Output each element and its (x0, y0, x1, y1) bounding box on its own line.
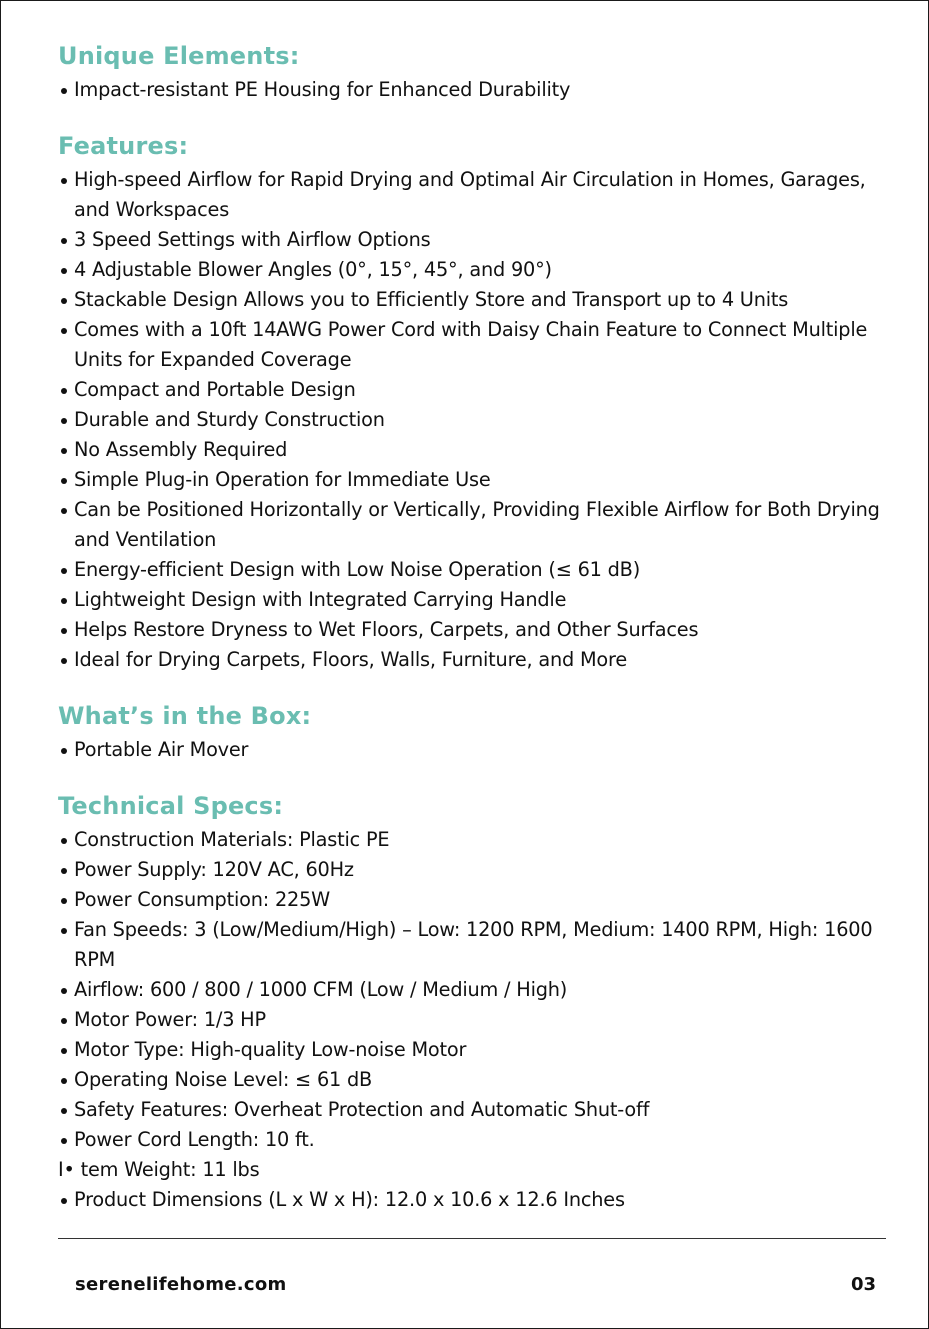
list-item: Power Cord Length: 10 ft. (58, 1125, 888, 1155)
list-item: Comes with a 10ft 14AWG Power Cord with Daisy Chain Feature to Connect Multiple Units for Expanded Coverage (58, 315, 888, 375)
page-content (58, 39, 888, 1239)
section-heading: Features: (58, 132, 189, 160)
list-item: Motor Type: High-quality Low-noise Motor (58, 1035, 888, 1065)
list-item: Compact and Portable Design (58, 375, 888, 405)
list-item: High-speed Airflow for Rapid Drying and Optimal Air Circulation in Homes, Garages, and Workspaces (58, 165, 888, 225)
list-item: Product Dimensions (L x W x H): 12.0 x 10.6 x 12.6 Inches (58, 1185, 888, 1215)
list-item: 4 Adjustable Blower Angles (0°, 15°, 45°, and 90°) (58, 255, 888, 285)
features-section (58, 129, 888, 675)
list-item: Safety Features: Overheat Protection and Automatic Shut-off (58, 1095, 888, 1125)
list-item: I• tem Weight: 11 lbs (58, 1158, 260, 1181)
list-item: Portable Air Mover (58, 735, 888, 765)
list-item: Ideal for Drying Carpets, Floors, Walls, Furniture, and More (58, 645, 888, 675)
list-item: Operating Noise Level: ≤ 61 dB (58, 1065, 888, 1095)
list-item: Power Supply: 120V AC, 60Hz (58, 855, 888, 885)
unique-elements-section (58, 39, 888, 105)
page-number: 03 (850, 1274, 876, 1295)
list-item: Motor Power: 1/3 HP (58, 1005, 888, 1035)
list-item: No Assembly Required (58, 435, 888, 465)
list-item: Impact-resistant PE Housing for Enhanced Durability (58, 75, 888, 105)
website-link[interactable]: serenelifehome.com (75, 1274, 287, 1295)
list-item: Simple Plug-in Operation for Immediate Use (58, 465, 888, 495)
list-item: Fan Speeds: 3 (Low/Medium/High) – Low: 1200 RPM, Medium: 1400 RPM, High: 1600 RPM (58, 915, 888, 975)
list-item: Power Consumption: 225W (58, 885, 888, 915)
list-item: Stackable Design Allows you to Efficiently Store and Transport up to 4 Units (58, 285, 888, 315)
list-item: Energy-efficient Design with Low Noise Operation (≤ 61 dB) (58, 555, 888, 585)
section-heading: Technical Specs: (58, 792, 284, 820)
technical-specs-section (58, 789, 888, 1215)
list-item: Helps Restore Dryness to Wet Floors, Carpets, and Other Surfaces (58, 615, 888, 645)
list-item: Can be Positioned Horizontally or Vertically, Providing Flexible Airflow for Both Drying and Ventilation (58, 495, 888, 555)
features-list (58, 165, 888, 675)
unique-elements-list (58, 75, 888, 105)
list-item: Construction Materials: Plastic PE (58, 825, 888, 855)
footer-divider (58, 1238, 886, 1239)
specs-list (58, 825, 888, 1215)
whats-in-the-box-section (58, 699, 888, 765)
section-heading: Unique Elements: (58, 42, 300, 70)
section-heading: What’s in the Box: (58, 702, 312, 730)
list-item: Durable and Sturdy Construction (58, 405, 888, 435)
list-item: Airflow: 600 / 800 / 1000 CFM (Low / Medium / High) (58, 975, 888, 1005)
list-item: 3 Speed Settings with Airflow Options (58, 225, 888, 255)
list-item: Lightweight Design with Integrated Carrying Handle (58, 585, 888, 615)
box-contents-list (58, 735, 888, 765)
